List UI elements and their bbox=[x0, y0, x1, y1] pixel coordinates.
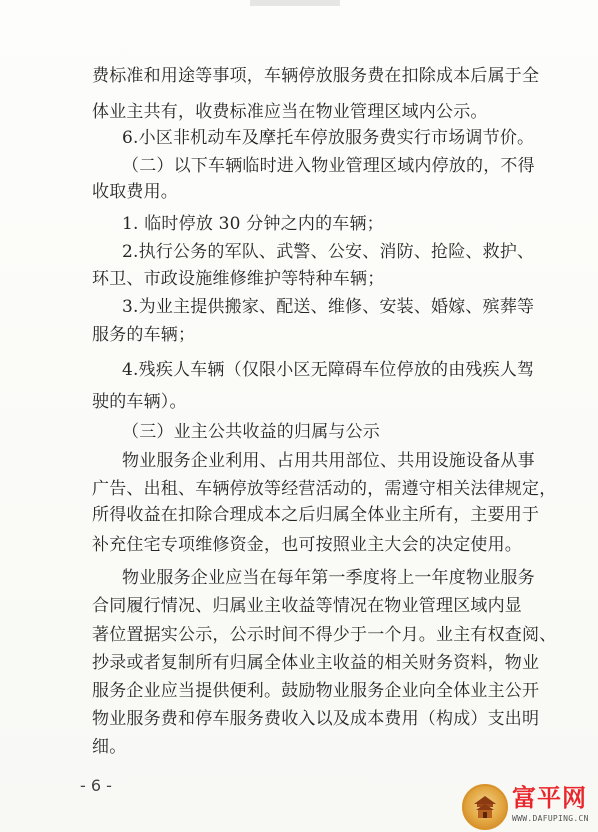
text-line: 驶的车辆）。 bbox=[92, 392, 187, 412]
text-line: 所得收益在扣除合理成本之后归属全体业主所有，主要用于 bbox=[92, 505, 540, 525]
text-line: 服务的车辆； bbox=[92, 325, 196, 345]
text-line: 收取费用。 bbox=[92, 182, 178, 202]
text-line: 服务企业应当提供便利。鼓励物业服务企业向全体业主公开 bbox=[92, 681, 540, 701]
text-line: 费标准和用途等事项，车辆停放服务费在扣除成本后属于全 bbox=[92, 66, 540, 86]
text-line: 细。 bbox=[92, 737, 127, 757]
text-line: 抄录或者复制所有归属全体业主收益的相关财务资料，物业 bbox=[92, 653, 540, 673]
site-url: WWW.DAFUPING.CN bbox=[512, 814, 589, 823]
section-heading: （三）业主公共收益的归属与公示 bbox=[122, 422, 380, 442]
text-line: 环卫、市政设施维修维护等特种车辆； bbox=[92, 269, 385, 289]
page-number: - 6 - bbox=[80, 776, 112, 795]
text-line: 著位置据实公示，公示时间不得少于一个月。业主有权查阅、 bbox=[92, 625, 557, 645]
text-line: 3.为业主提供搬家、配送、维修、安装、婚嫁、殡葬等 bbox=[122, 297, 535, 317]
site-watermark-logo bbox=[462, 784, 594, 830]
building-emblem-icon bbox=[462, 784, 508, 830]
text-line: 体业主共有，收费标准应当在物业管理区域内公示。 bbox=[92, 102, 488, 122]
text-line: 补充住宅专项维修资金，也可按照业主大会的决定使用。 bbox=[92, 535, 522, 555]
text-line: 物业服务费和停车服务费收入以及成本费用（构成）支出明 bbox=[92, 709, 540, 729]
text-line: 广告、出租、车辆停放等经营活动的，需遵守相关法律规定， bbox=[92, 479, 557, 499]
text-line: 物业服务企业利用、占用共用部位、共用设施设备从事 bbox=[122, 451, 535, 471]
text-line: 物业服务企业应当在每年第一季度将上一年度物业服务 bbox=[122, 568, 535, 588]
text-line: 6.小区非机动车及摩托车停放服务费实行市场调节价。 bbox=[122, 128, 535, 148]
text-line: 4.残疾人车辆（仅限小区无障碍车位停放的由残疾人驾 bbox=[122, 360, 535, 380]
text-line: 2.执行公务的军队、武警、公安、消防、抢险、救护、 bbox=[122, 242, 535, 262]
site-name: 富平网 bbox=[512, 784, 587, 812]
text-line: 1. 临时停放 30 分钟之内的车辆； bbox=[122, 214, 384, 234]
text-line: 合同履行情况、归属业主收益等情况在物业管理区域内显 bbox=[92, 596, 522, 616]
text-line: （二）以下车辆临时进入物业管理区域内停放的，不得 bbox=[122, 156, 535, 176]
